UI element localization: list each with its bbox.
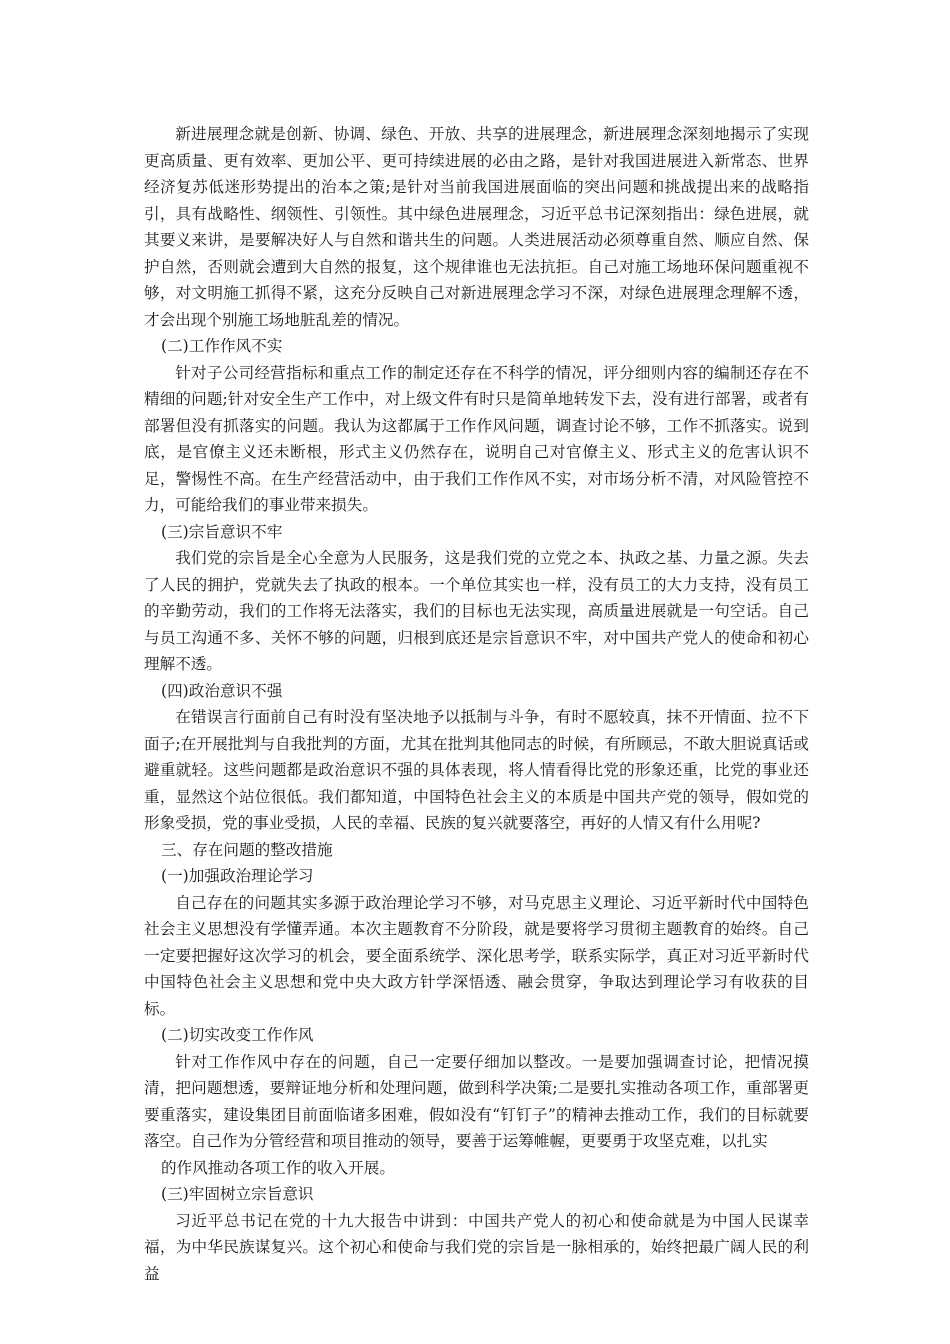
- section-heading-rectification: 三、存在问题的整改措施: [161, 840, 333, 859]
- heading-theory-study: (一)加强政治理论学习: [161, 867, 314, 885]
- paragraph-establish-purpose: 习近平总书记在党的十九大报告中讲到：中国共产党人的初心和使命就是为中国人民谋幸福，为中华民族谋复兴。这个初心和使命与我们党的宗旨是一脉相承的，始终把最广阔人民的利益: [144, 1211, 809, 1283]
- heading-work-style: (二)工作作风不实: [161, 337, 283, 355]
- paragraph-work-style: 针对子公司经营指标和重点工作的制定还存在不科学的情况，评分细则内容的编制还存在不精细的问题;针对安全生产工作中，对上级文件有时只是简单地转发下去，没有进行部署，或者有部署但没有抓落实的问题。我认为这都属于工作作风问题，调查讨论不够，工作不抓落实。说到底，是官僚主义还未断根，形式主义仍然存在，说明自己对官僚主义、形式主义的危害认识不足，警惕性不高。在生产经营活动中，由于我们工作作风不实，对市场分析不清，对风险管控不力，可能给我们的事业带来损失。: [144, 363, 809, 514]
- heading-establish-purpose: (三)牢固树立宗旨意识: [161, 1185, 314, 1203]
- paragraph-change-work-style: 针对工作作风中存在的问题，自己一定要仔细加以整改。一是要加强调查讨论，把情况摸清，把问题想透，要辩证地分析和处理问题，做到科学决策;二是要扎实推动各项工作，重部署更要重落实，建设集团目前面临诸多困难，假如没有“钉钉子”的精神去推动工作，我们的目标就要落空。自己作为分管经营和项目推动的领导，要善于运筹帷幄，更要勇于攻坚克难，以扎实: [144, 1052, 809, 1150]
- paragraph-purpose-awareness: 我们党的宗旨是全心全意为人民服务，这是我们党的立党之本、执政之基、力量之源。失去了人民的拥护，党就失去了执政的根本。一个单位其实也一样，没有员工的大力支持，没有员工的辛勤劳动，我们的工作将无法落实，我们的目标也无法实现，高质量进展就是一句空话。自己与员工沟通不多、关怀不够的问题，归根到底还是宗旨意识不牢，对中国共产党人的使命和初心理解不透。: [144, 549, 809, 673]
- paragraph-theory-study: 自己存在的问题其实多源于政治理论学习不够，对马克思主义理论、习近平新时代中国特色社会主义思想没有学懂弄通。本次主题教育不分阶段，就是要将学习贯彻主题教育的始终。自己一定要把握好这次学习的机会，要全面系统学、深化思考学，联系实际学，真正对习近平新时代中国特色社会主义思想和党中央大政方针学深悟透、融会贯穿，争取达到理论学习有收获的目标。: [144, 893, 809, 1018]
- document-body: [144, 121, 809, 1287]
- paragraph-political-awareness: 在错误言行面前自己有时没有坚决地予以抵制与斗争，有时不愿较真，抹不开情面、拉不下面子;在开展批判与自我批判的方面，尤其在批判其他同志的时候，有所顾忌，不敢大胆说真话或避重就轻。这些问题都是政治意识不强的具体表现，将人情看得比党的形象还重，比党的事业还重，显然这个站位很低。我们都知道，中国特色社会主义的本质是中国共产党的领导，假如党的形象受损，党的事业受损，人民的幸福、民族的复兴就要落空，再好的人情又有什么用呢?: [144, 708, 809, 832]
- heading-purpose-awareness: (三)宗旨意识不牢: [161, 522, 283, 541]
- heading-change-work-style: (二)切实改变工作作风: [161, 1026, 314, 1044]
- paragraph-green-development: 新进展理念就是创新、协调、绿色、开放、共享的进展理念，新进展理念深刻地揭示了实现更高质量、更有效率、更加公平、更可持续进展的必由之路，是针对我国进展进入新常态、世界经济复苏低迷形势提出的治本之策;是针对当前我国进展面临的突出问题和挑战提出来的战略指引，具有战略性、纲领性、引领性。其中绿色进展理念，习近平总书记深刻指出：绿色进展，就其要义来讲，是要解决好人与自然和谐共生的问题。人类进展活动必须尊重自然、顺应自然、保护自然，否则就会遭到大自然的报复，这个规律谁也无法抗拒。自己对施工场地环保问题重视不够，对文明施工抓得不紧，这充分反映自己对新进展理念学习不深，对绿色进展理念理解不透，才会出现个别施工场地脏乱差的情况。: [144, 125, 809, 329]
- heading-political-awareness: (四)政治意识不强: [161, 681, 283, 700]
- paragraph-change-work-style-continued: 的作风推动各项工作的收入开展。: [161, 1158, 395, 1177]
